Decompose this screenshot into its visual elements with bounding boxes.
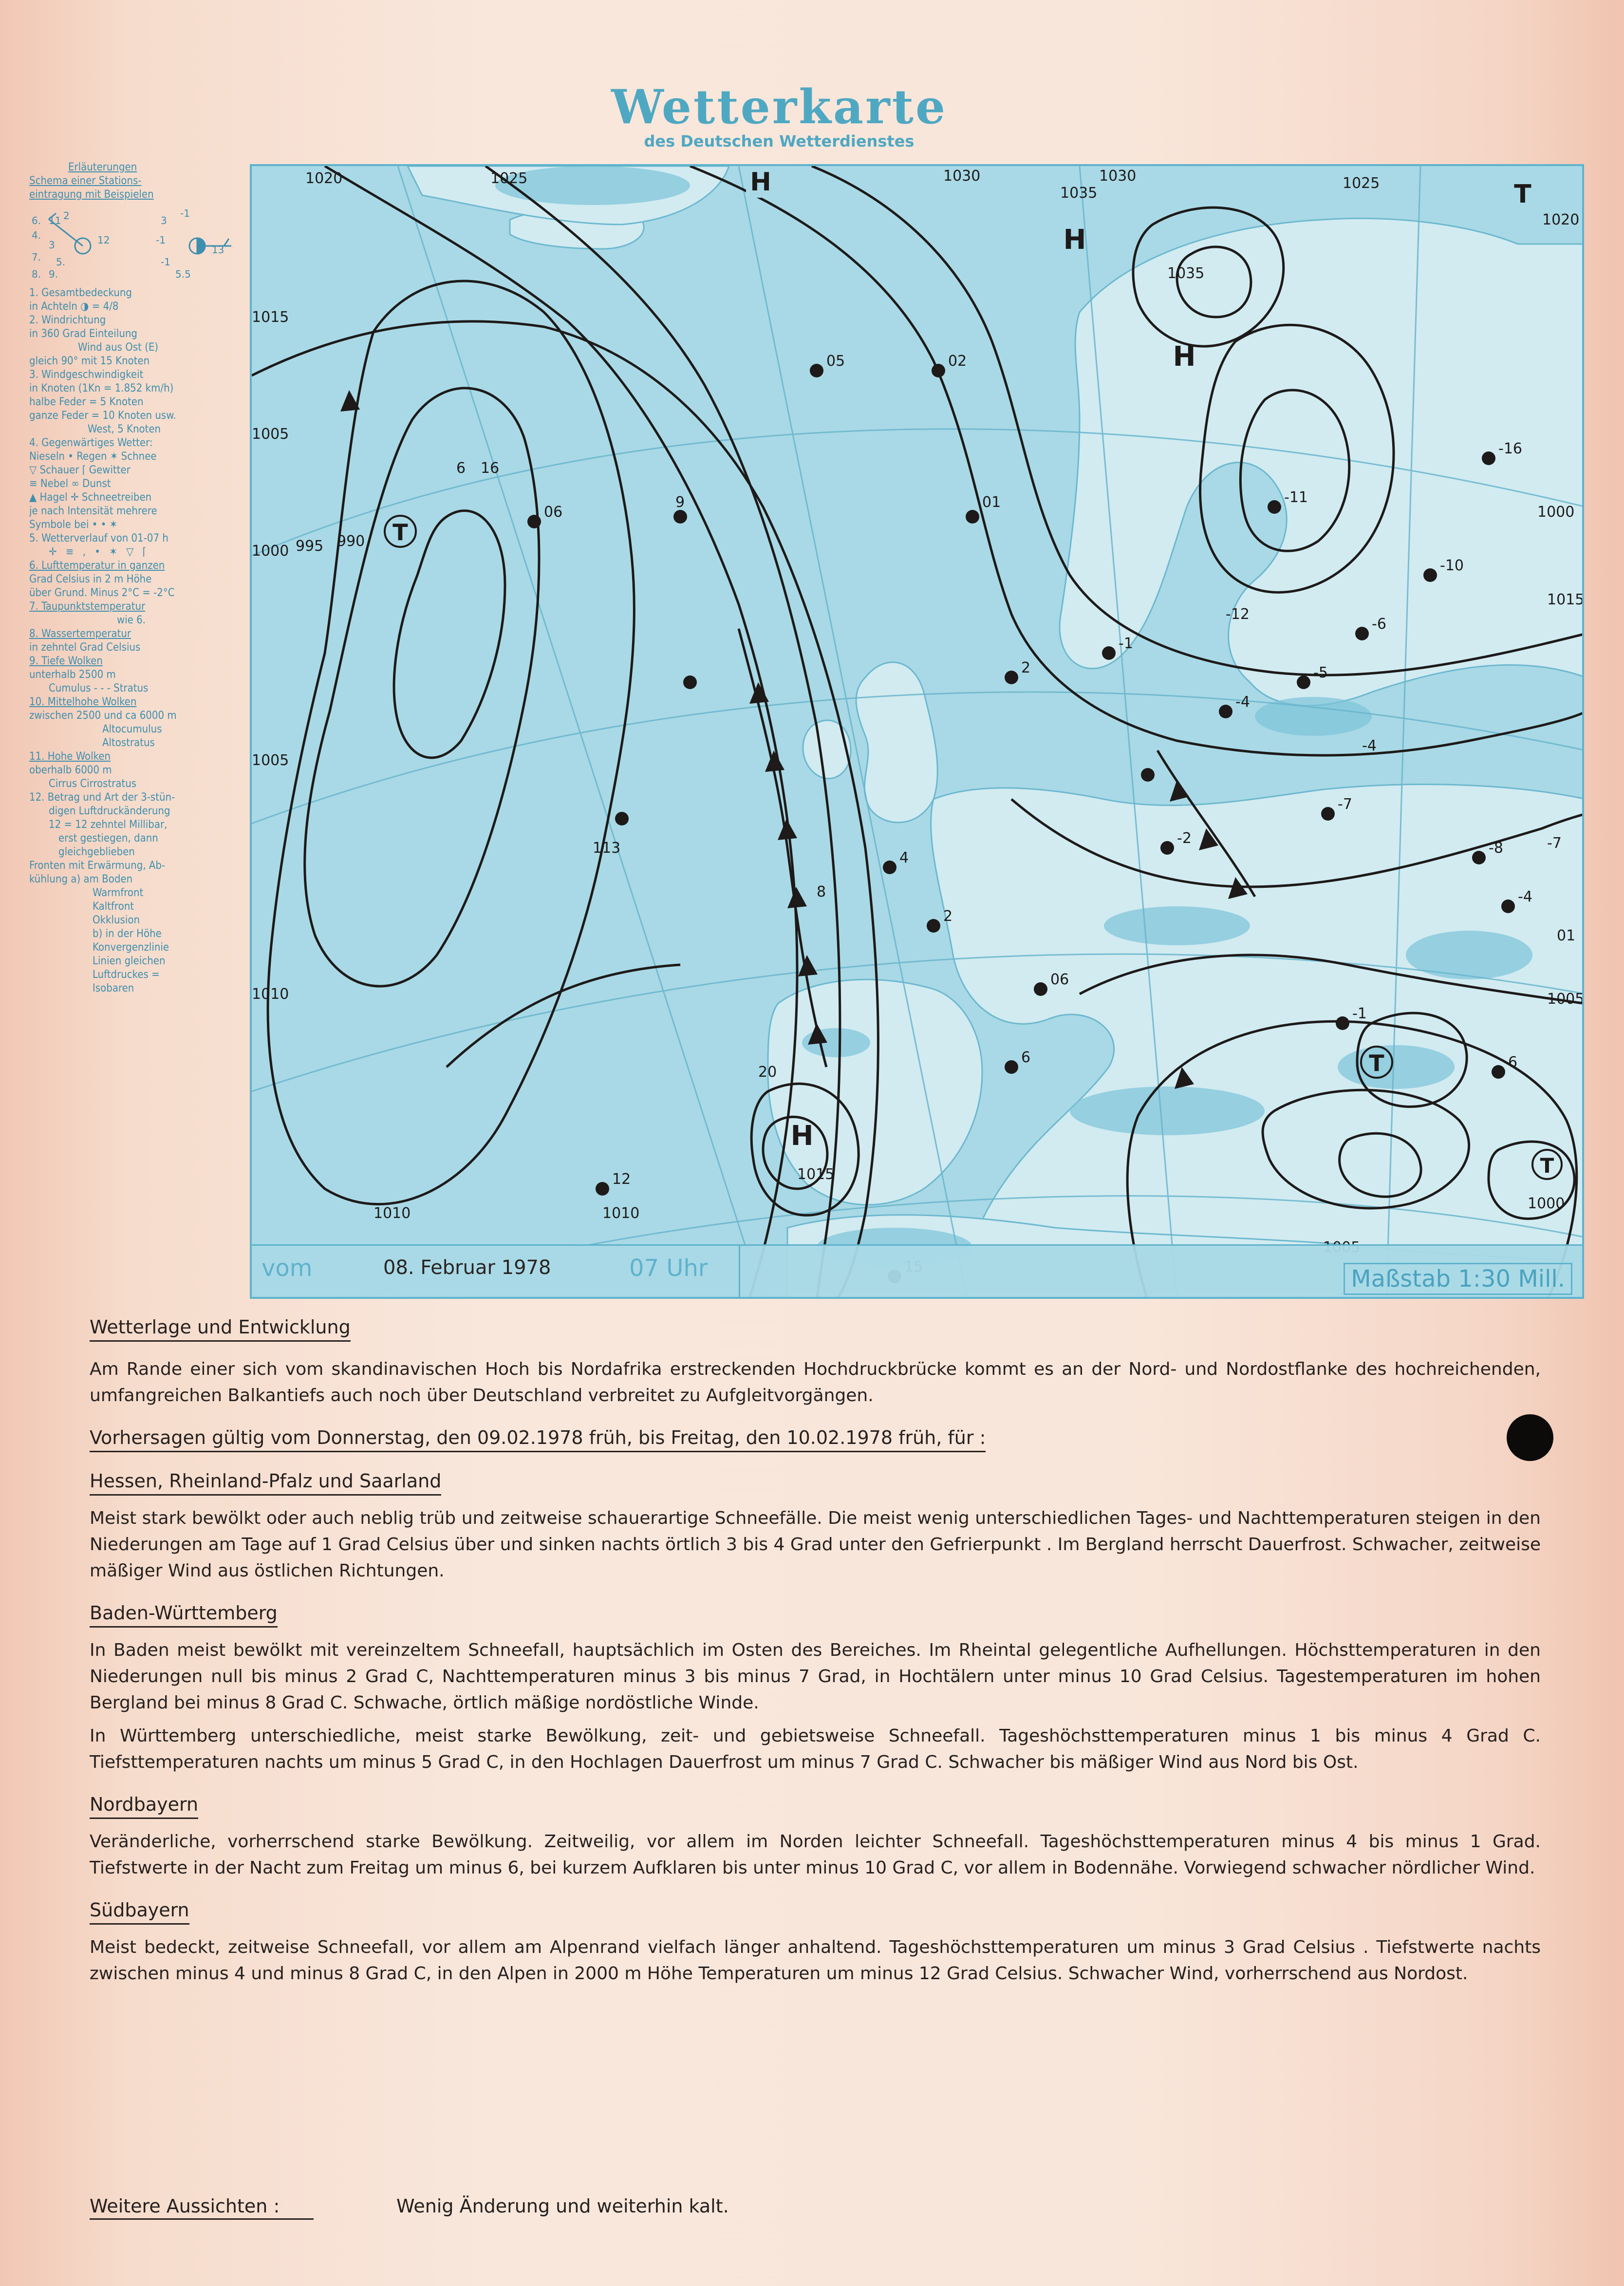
- sea-tint-adriatic: [1338, 1045, 1455, 1089]
- station-reading: -8: [1489, 840, 1503, 857]
- section-wetterlage: [90, 1315, 1541, 1409]
- legend-item: Kaltfront: [93, 900, 134, 913]
- svg-text:-1: -1: [156, 234, 166, 246]
- front-line: [447, 965, 680, 1067]
- legend-item: Schema einer Stations-: [29, 175, 142, 187]
- station-reading: 4: [899, 849, 909, 866]
- station-marker: [1482, 451, 1495, 465]
- legend-item: halbe Feder = 5 Knoten: [29, 396, 144, 408]
- legend-panel: [29, 161, 248, 995]
- isobar-label: 1005: [252, 426, 289, 443]
- section-nordbayern: [90, 1792, 1541, 1881]
- station-marker: [1355, 627, 1369, 640]
- legend-item: oberhalb 6000 m: [29, 764, 112, 776]
- station-reading: -4: [1362, 737, 1377, 754]
- page-title: Wetterkarte: [611, 79, 948, 134]
- legend-item: 2. Windrichtung: [29, 314, 106, 326]
- station-marker: [1472, 851, 1486, 864]
- isobar-label: 1000: [1528, 1195, 1565, 1212]
- station-reading: -1: [1119, 635, 1133, 652]
- svg-text:T: T: [1540, 1154, 1554, 1178]
- weather-map: [250, 164, 1584, 1299]
- station-marker: [1297, 675, 1310, 689]
- svg-text:H: H: [1173, 341, 1196, 373]
- legend-item: Wind aus Ost (E): [78, 341, 159, 354]
- legend-item: Okklusion: [93, 914, 140, 926]
- isobar-label: 1010: [602, 1205, 640, 1222]
- svg-text:3: 3: [49, 239, 55, 251]
- station-reading: -2: [1177, 830, 1192, 847]
- station-reading: 6: [1021, 1049, 1031, 1066]
- section-bw: [90, 1601, 1541, 1776]
- legend-item: ▽ Schauer ⌈ Gewitter: [29, 464, 131, 476]
- svg-text:11: 11: [49, 215, 61, 226]
- pressure-center-h3: [1173, 341, 1196, 373]
- section-text: In Baden meist bewölkt mit vereinzeltem Schneefall, hauptsächlich im Osten des Bereiches. Im Rheintal gelegentliche Aufhellungen. Höchsttemperaturen in den Niederungen null bis minus 2 Grad C, Nachttemperaturen minus 3 bis minus 7 Grad, in Hochtälern unter minus 10 Grad Celsius. Tagestemperaturen im hohen Bergland bei minus 8 Grad C. Schwache, örtlich mäßige nordöstliche Winde.: [90, 1640, 1541, 1713]
- legend-item: Cumulus - - - Stratus: [49, 682, 149, 694]
- isobar: [305, 388, 539, 986]
- outlook-text: Wenig Änderung und weiterhin kalt.: [396, 2195, 729, 2217]
- station-marker: [1336, 1016, 1349, 1030]
- page-subtitle: des Deutschen Wetterdienstes: [644, 132, 915, 150]
- station-reading: 12: [612, 1171, 631, 1188]
- station-marker: [1268, 500, 1281, 514]
- svg-text:9.: 9.: [49, 268, 58, 280]
- svg-text:12: 12: [97, 234, 110, 246]
- legend-item: Konvergenzlinie: [93, 941, 169, 954]
- legend-item: Altocumulus: [102, 723, 162, 735]
- svg-text:8.: 8.: [32, 268, 41, 280]
- station-reading: 06: [544, 504, 563, 521]
- isobar-label: 1020: [1542, 211, 1580, 228]
- station-marker: [683, 675, 697, 689]
- station-reading: -4: [1518, 888, 1532, 905]
- isobar-label: 1000: [1537, 504, 1575, 521]
- legend-item: digen Luftdruckänderung: [49, 805, 170, 817]
- isobar-label: 1010: [252, 986, 289, 1003]
- station-reading: 2: [943, 908, 953, 925]
- station-marker: [527, 515, 541, 528]
- svg-text:3: 3: [161, 215, 167, 226]
- land-scandinavia: [1060, 218, 1584, 705]
- station-reading: -7: [1338, 796, 1352, 813]
- legend-item: 5. Wetterverlauf von 01-07 h: [29, 532, 168, 544]
- station-reading: 20: [758, 1064, 777, 1081]
- legend-item: erst gestiegen, dann: [58, 832, 158, 844]
- section-suedbayern: [90, 1898, 1541, 1987]
- svg-text:H: H: [790, 1120, 814, 1152]
- map-time: 07 Uhr: [629, 1255, 708, 1282]
- legend-item: 10. Mittelhohe Wolken: [29, 696, 137, 708]
- isobar: [268, 281, 634, 1204]
- station-reading: 16: [481, 460, 500, 477]
- legend-item: Isobaren: [93, 982, 134, 994]
- legend-item: West, 5 Knoten: [88, 423, 161, 435]
- legend-item: Symbole bei • • ✶: [29, 519, 118, 531]
- cold-front-triangle: [749, 682, 769, 704]
- map-footer: [252, 1244, 1582, 1297]
- legend-item: wie 6.: [117, 614, 146, 626]
- isobar-label: 1015: [797, 1166, 835, 1183]
- weather-map-drawing: [252, 166, 1584, 1299]
- isobar-label: 1025: [490, 170, 528, 187]
- station-reading: 06: [1050, 971, 1069, 988]
- legend-item: unterhalb 2500 m: [29, 669, 116, 681]
- section-heading: Südbayern: [90, 1899, 189, 1925]
- station-marker: [1423, 568, 1437, 582]
- legend-item: Warmfront: [93, 887, 144, 899]
- legend-item: in zehntel Grad Celsius: [29, 641, 141, 654]
- section-heading: Hessen, Rheinland-Pfalz und Saarland: [90, 1470, 441, 1496]
- legend-item: 6. Lufttemperatur in ganzen: [29, 560, 165, 572]
- station-marker: [596, 1182, 609, 1196]
- section-aussichten: [90, 2194, 1541, 2220]
- legend-item: kühlung a) am Boden: [29, 873, 133, 885]
- legend-item: eintragung mit Beispielen: [29, 188, 154, 201]
- isobar-label: 1020: [305, 170, 343, 187]
- station-reading: -7: [1547, 835, 1562, 852]
- isobar-label: 1035: [1060, 185, 1098, 202]
- station-marker: [1005, 671, 1018, 684]
- legend-item: in 360 Grad Einteilung: [29, 328, 137, 340]
- svg-text:-1: -1: [161, 256, 170, 268]
- svg-text:T: T: [1369, 1050, 1384, 1076]
- section-heading: Nordbayern: [90, 1793, 198, 1819]
- isobar-label: 1000: [252, 543, 289, 560]
- isobar-label: 990: [337, 533, 365, 550]
- station-marker: [1321, 807, 1335, 821]
- legend-item: Fronten mit Erwärmung, Ab-: [29, 860, 166, 872]
- map-footer-vom: vom: [261, 1255, 313, 1282]
- legend-item: ▲ Hagel ✛ Schneetreiben: [29, 491, 152, 504]
- svg-text:5.5: 5.5: [175, 268, 191, 280]
- svg-text:6.: 6.: [32, 215, 41, 226]
- isobar-label: 995: [296, 538, 324, 555]
- legend-item: gleich 90° mit 15 Knoten: [29, 355, 150, 367]
- isobar: [325, 166, 797, 1299]
- legend-item: in Knoten (1Kn = 1.852 km/h): [29, 382, 174, 394]
- legend-item: Nieseln • Regen ✶ Schnee: [29, 450, 157, 463]
- station-reading: 02: [948, 353, 967, 370]
- station-reading: 9: [675, 494, 685, 511]
- section-hessen: [90, 1469, 1541, 1584]
- svg-text:5.: 5.: [56, 256, 66, 268]
- graticule-longitude: [398, 166, 763, 1299]
- svg-text:H: H: [1063, 224, 1086, 256]
- sea-tint-mediterranean: [1070, 1087, 1265, 1135]
- station-marker: [615, 812, 629, 825]
- station-reading: 01: [982, 494, 1001, 511]
- section-text: Meist bedeckt, zeitweise Schneefall, vor allem am Alpenrand vielfach länger anhaltend. Tageshöchsttemperaturen um minus 3 Grad Celsius . Tiefstwerte nachts zwischen minus 4 und minus 8 Grad C, in den Alpen in 2000 m Höhe Temperaturen um minus 12 Grad Celsius. Schwacher Wind, vorherrschend aus Nordost.: [90, 1937, 1541, 1984]
- isobar-label: 1015: [252, 309, 289, 326]
- cold-front-triangle: [765, 750, 784, 772]
- land-continent: [931, 785, 1584, 1299]
- station-marker: [932, 364, 945, 377]
- pressure-center-h4: [791, 1120, 814, 1152]
- isobar-label: 1005: [1547, 991, 1585, 1008]
- station-marker: [927, 919, 940, 933]
- legend-item: 7. Taupunktstemperatur: [29, 600, 146, 613]
- station-reading: 8: [817, 883, 826, 900]
- legend-item: 8. Wassertemperatur: [29, 628, 131, 640]
- svg-text:2: 2: [63, 210, 70, 222]
- legend-item: 12. Betrag und Art der 3-stün-: [29, 791, 175, 804]
- legend-item: 1. Gesamtbedeckung: [29, 287, 132, 299]
- section-text: Am Rande einer sich vom skandinavischen Hoch bis Nordafrika erstreckenden Hochdruckbrücke kommt es an der Nord- und Nordostflanke des hochreichenden, umfangreichen Balkantiefs auch noch über Deutschland verbreitet zu Aufgleitvorgängen.: [90, 1359, 1541, 1405]
- forecast-text: [90, 1315, 1541, 2004]
- land-ireland: [803, 720, 851, 779]
- isobar-label: 1035: [1167, 265, 1205, 282]
- station-reading: -6: [1372, 616, 1386, 633]
- station-reading: 2: [1021, 659, 1031, 676]
- isobar-label: 1025: [1343, 175, 1380, 192]
- legend-item: über Grund. Minus 2°C = -2°C: [29, 587, 175, 599]
- highland-alps: [1104, 906, 1250, 945]
- isobar-label: 1015: [1547, 591, 1585, 608]
- station-marker: [1005, 1060, 1018, 1074]
- legend-item: 4. Gegenwärtiges Wetter:: [29, 437, 153, 449]
- pressure-center-h2: [1064, 224, 1086, 256]
- station-reading: 6: [456, 460, 466, 477]
- legend-item: in Achteln ◑ = 4/8: [29, 300, 119, 313]
- legend-heading: Erläuterungen: [68, 161, 137, 173]
- section-text: Veränderliche, vorherrschend starke Bewölkung. Zeitweilig, vor allem im Norden leichter Schneefall. Tageshöchsttemperaturen minus 4 bis minus 1 Grad. Tiefstwerte in der Nacht zum Freitag um minus 6, bei kurzem Aufklaren bis unter minus 10 Grad C, vor allem in Bodennähe. Vorwiegend schwacher nördlicher Wind.: [90, 1832, 1541, 1878]
- section-heading: Baden-Württemberg: [90, 1602, 278, 1628]
- title-block: [536, 79, 1023, 151]
- outlook-label: Weitere Aussichten :: [90, 2194, 314, 2220]
- pressure-center-t1: [385, 516, 416, 547]
- legend-item: 12 = 12 zehntel Millibar,: [49, 819, 168, 831]
- legend-item: 9. Tiefe Wolken: [29, 655, 103, 667]
- cold-front-triangle: [778, 819, 797, 840]
- legend-item: Grad Celsius in 2 m Höhe: [29, 573, 152, 585]
- cold-front-triangle: [787, 887, 807, 908]
- station-reading: -1: [1352, 1005, 1367, 1022]
- legend-item: b) in der Höhe: [93, 928, 162, 940]
- footer-separator: [739, 1246, 740, 1297]
- sea-tint-black-sea: [1406, 931, 1532, 979]
- legend-item: 3. Windgeschwindigkeit: [29, 369, 144, 381]
- station-reading: 05: [826, 353, 845, 370]
- station-marker: [1034, 982, 1047, 996]
- legend-item: gleichgeblieben: [58, 846, 135, 858]
- legend-item: ganze Feder = 10 Knoten usw.: [29, 410, 176, 422]
- svg-text:T: T: [392, 519, 408, 545]
- legend-item: je nach Intensität mehrere: [29, 505, 157, 517]
- section-heading: Wetterlage und Entwicklung: [90, 1316, 351, 1342]
- legend-weather-symbols: ✛ ≡ , • ✶ ▽ ⌈: [49, 546, 149, 558]
- svg-text:-1: -1: [180, 207, 190, 219]
- station-reading: -16: [1498, 440, 1522, 457]
- legend-item: Cirrus Cirrostratus: [49, 778, 137, 790]
- map-scale: Maßstab 1:30 Mill.: [1344, 1263, 1572, 1295]
- svg-text:T: T: [1514, 180, 1531, 209]
- section-text: Meist stark bewölkt oder auch neblig trüb und zeitweise schauerartige Schneefälle. Die meist wenig unterschiedlichen Tages- und Nachttemperaturen steigen in den Niederungen am Tage auf 1 Grad Celsius über und sinken nachts örtlich 3 bis 4 Grad unter den Gefrierpunkt . Im Bergland herrscht Dauerfrost. Schwacher, zeitweise mäßiger Wind aus östlichen Richtungen.: [90, 1508, 1541, 1581]
- svg-text:4.: 4.: [32, 229, 41, 241]
- station-reading: -12: [1226, 606, 1250, 623]
- station-marker: [810, 364, 823, 377]
- map-date: 08. Februar 1978: [383, 1256, 551, 1279]
- legend-item: Altostratus: [102, 737, 155, 749]
- station-reading: -5: [1313, 664, 1328, 681]
- station-reading: -11: [1284, 489, 1308, 506]
- isobar-label: 1005: [252, 752, 289, 769]
- station-marker: [1492, 1065, 1505, 1079]
- station-marker: [1501, 899, 1515, 913]
- station-marker: [1141, 768, 1155, 782]
- station-marker: [673, 510, 687, 524]
- section-heading: Vorhersagen gültig vom Donnerstag, den 09.02.1978 früh, bis Freitag, den 10.02.1978 früh, für :: [90, 1426, 986, 1452]
- station-reading: 01: [1557, 927, 1576, 944]
- svg-text:7.: 7.: [32, 251, 41, 263]
- station-marker: [1219, 705, 1232, 718]
- legend-item: ≡ Nebel ∞ Dunst: [29, 478, 111, 490]
- isobar-label: 1030: [1099, 168, 1137, 185]
- station-reading: -4: [1235, 693, 1250, 711]
- station-reading: 113: [593, 840, 621, 857]
- cold-front-triangle: [798, 955, 818, 976]
- section-text: In Württemberg unterschiedliche, meist starke Bewölkung, zeit- und gebietsweise Schneefall. Tageshöchsttemperaturen minus 1 bis minus 4 Grad C. Tiefsttemperaturen nachts um minus 5 Grad C, in den Hochlagen Dauerfrost um minus 7 Grad C. Schwacher bis mäßiger Wind aus Nord bis Ost.: [90, 1726, 1541, 1772]
- isobar: [394, 511, 505, 758]
- legend-item: zwischen 2500 und ca 6000 m: [29, 710, 177, 722]
- isobar-label: 1010: [373, 1205, 411, 1222]
- pressure-center-h1: [746, 168, 775, 198]
- legend-item: 11. Hohe Wolken: [29, 750, 111, 763]
- svg-text:H: H: [750, 168, 771, 197]
- station-schema-diagram: [29, 205, 239, 282]
- section-vorhersage: [90, 1425, 1541, 1452]
- station-marker: [883, 861, 896, 874]
- station-marker: [966, 510, 979, 524]
- legend-item: Luftdruckes =: [93, 969, 160, 981]
- isobar-label: 1030: [943, 168, 981, 185]
- station-marker: [1102, 646, 1116, 660]
- station-marker: [1160, 841, 1174, 855]
- legend-item: Linien gleichen: [93, 955, 166, 967]
- svg-text:13: 13: [212, 244, 224, 256]
- station-reading: -10: [1440, 557, 1464, 574]
- station-reading: 6: [1508, 1054, 1518, 1071]
- land-britain: [856, 662, 937, 823]
- pressure-center-t2: [1514, 180, 1531, 209]
